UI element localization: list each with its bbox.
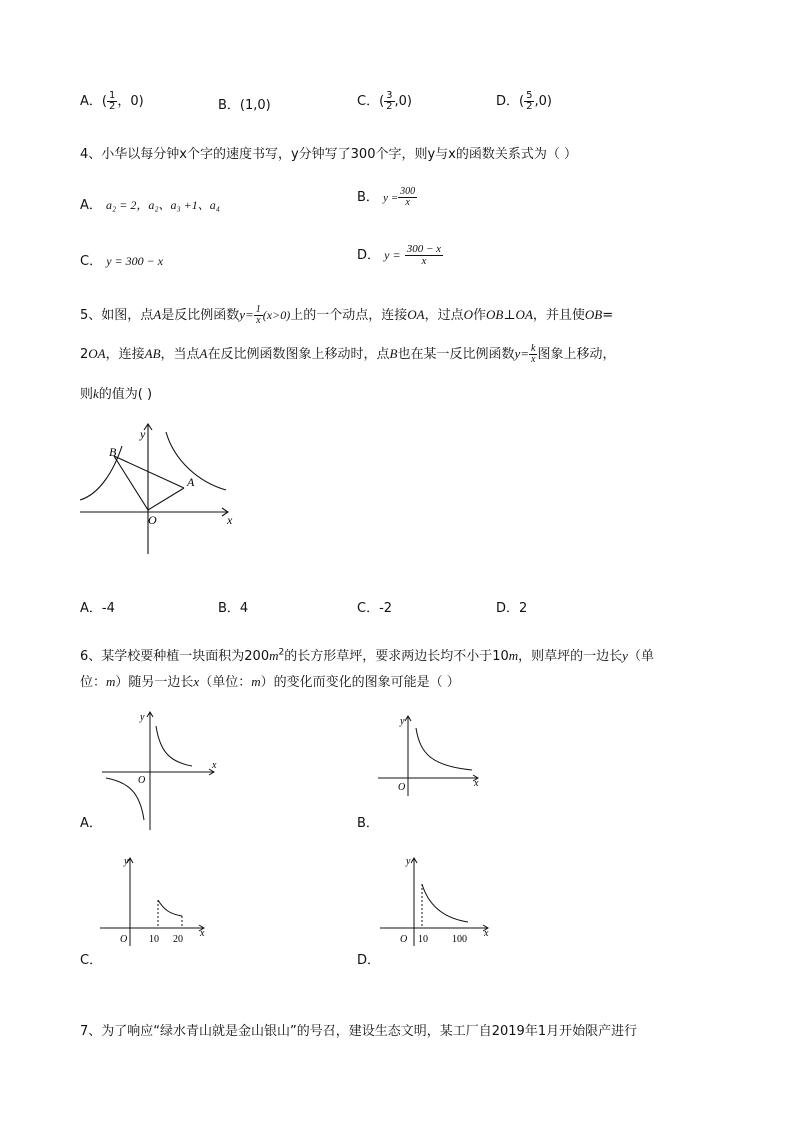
- svg-text:x: x: [200, 928, 205, 939]
- label-y: y: [140, 427, 146, 441]
- svg-text:y: y: [124, 856, 129, 867]
- q6-graph-a: [100, 706, 220, 836]
- segment-oa: [148, 488, 184, 510]
- curve-1-over-x: [166, 432, 226, 490]
- q6-label-a: A．: [80, 816, 102, 831]
- q3-option-d: D．( $\frac{5}{2}$ ,0): [496, 90, 552, 112]
- svg-text:y: y: [406, 856, 411, 867]
- label-a: A: [187, 475, 195, 489]
- q6-line-1: 6、某学校要种植一块面积为$200m^2$的长方形草坪，要求两边长均不小于10m，则草坪的一边长y（单: [80, 647, 654, 664]
- q5-line-3: 则k的值为( ): [80, 386, 153, 402]
- q4-option-b: B． y = $\frac{300}{x}$: [357, 186, 416, 208]
- label-o: O: [148, 513, 157, 527]
- q7-stem: 7、为了响应“绿水青山就是金山银山”的号召，建设生态文明，某工厂自2019年1月开始限产进行: [80, 1024, 638, 1039]
- q5-option-b: B．4: [218, 601, 249, 616]
- svg-text:y: y: [140, 712, 145, 723]
- svg-text:10: 10: [149, 934, 159, 945]
- q3-option-a: A．( $\frac{1}{2}$ ，0): [80, 90, 144, 112]
- q6-label-c: C．: [80, 953, 103, 968]
- svg-text:O: O: [398, 782, 406, 793]
- q5-option-d: D．2: [496, 601, 528, 616]
- label-x: x: [227, 513, 233, 527]
- q4-stem: 4、小华以每分钟x个字的速度书写，y分钟写了300个字，则y与x的函数关系式为（ ）: [80, 147, 577, 162]
- q3-option-b: B．(1,0): [218, 98, 271, 113]
- svg-text:20: 20: [173, 934, 183, 945]
- q6-label-d: D．: [357, 953, 381, 968]
- q5-option-c: C．-2: [357, 601, 393, 616]
- q3-option-c: C．( $\frac{3}{2}$ ,0): [357, 90, 413, 112]
- svg-text:y: y: [400, 716, 405, 727]
- svg-text:O: O: [138, 775, 146, 786]
- q5-line-2: 2OA，连接AB，当点A在反比例函数图象上移动时，点B也在某一反比例函数y= $\frac{k}{x}$ 图象上移动，: [80, 343, 616, 365]
- q4-option-c: C． y = 300 − x: [80, 254, 164, 269]
- svg-text:x: x: [212, 760, 217, 771]
- q6-graph-b: [376, 710, 486, 800]
- label-b: B: [109, 445, 117, 459]
- q5-figure: [76, 420, 246, 560]
- svg-text:10: 10: [418, 934, 428, 945]
- svg-text:x: x: [474, 778, 479, 789]
- q4-option-d: D． y = $\frac{300 - x}{x}$: [357, 243, 442, 267]
- q6-graph-c: [96, 850, 216, 950]
- q6-graph-d: [376, 850, 496, 950]
- q4-option-a: A． a₂ = 2，a₂、a₃ +1、a₄: [80, 198, 220, 213]
- svg-text:O: O: [400, 934, 408, 945]
- svg-text:100: 100: [452, 934, 467, 945]
- q6-line-2: 位：m）随另一边长x（单位：m）的变化而变化的图象可能是（ ）: [80, 674, 460, 690]
- q5-line-1: 5、如图，点A是反比例函数y= $\frac{1}{x}$ (x>0)上的一个动点，连接OA，过点O作OB⊥OA，并且使OB=: [80, 304, 614, 326]
- svg-text:O: O: [120, 934, 128, 945]
- svg-text:x: x: [484, 928, 489, 939]
- q6-label-b: B．: [357, 816, 379, 831]
- q5-option-a: A．-4: [80, 601, 115, 616]
